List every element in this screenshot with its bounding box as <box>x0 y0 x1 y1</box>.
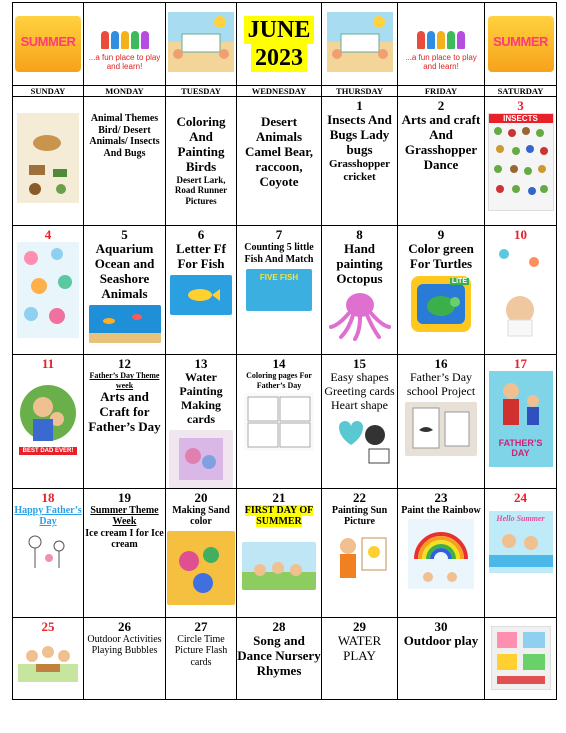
tagline: ...a fun place to play and learn! <box>405 53 477 72</box>
day-cell-23 <box>398 488 485 617</box>
day-cell-16 <box>398 355 485 488</box>
activity-text: Paint the Rainbow <box>401 504 481 516</box>
beach-picture-right <box>322 3 398 86</box>
weekday-wednesday: WEDNESDAY <box>237 86 322 97</box>
day-number: 19 <box>118 489 131 505</box>
activity-text: Letter Ff For Fish <box>176 241 226 272</box>
activity-text: Song and Dance Nursery Rhymes <box>237 632 321 678</box>
day-cell-4 <box>13 226 84 355</box>
coloring-pages-icon <box>244 393 314 451</box>
day-number: 6 <box>197 227 205 243</box>
kids-logo-left <box>84 3 166 86</box>
day-number: 15 <box>353 356 366 372</box>
activity-text: Easy shapes Greeting cards Heart shape <box>324 370 395 412</box>
june-calendar <box>12 2 557 700</box>
day-cell-11 <box>13 355 84 488</box>
poster-title: INSECTS <box>489 114 553 123</box>
day-cell-15 <box>322 355 398 488</box>
activity-text: Water Painting Making cards <box>179 370 223 426</box>
weekday-tuesday: TUESDAY <box>166 86 237 97</box>
day-number: 24 <box>514 489 527 505</box>
activity-text: Animal Themes Bird/ Desert Animals/ Insects And Bugs <box>89 113 160 159</box>
day-number: 21 <box>272 489 286 505</box>
activity-book-icon <box>491 626 551 690</box>
child-painting-icon <box>330 528 390 592</box>
card-title: FATHER’S DAY <box>498 438 543 459</box>
day-number: 3 <box>517 98 524 114</box>
month-title <box>237 3 322 86</box>
day-cell-26 <box>84 617 166 699</box>
activity-text: Father’s Day school Project <box>406 370 476 399</box>
day-cell-17 <box>485 355 557 488</box>
summer-logo-text: SUMMER <box>20 34 76 50</box>
beach-kids-icon <box>327 12 393 72</box>
summer-logo-left <box>13 3 84 86</box>
best-dad-picture <box>17 379 79 461</box>
weekday-thursday: THURSDAY <box>322 86 398 97</box>
day-cell-empty-tue <box>166 97 237 226</box>
octopus-icon <box>325 287 395 341</box>
activity-text: Insects And Bugs Lady bugs <box>327 112 392 157</box>
water-painting-icon <box>169 430 233 488</box>
weekday-saturday: SATURDAY <box>485 86 557 97</box>
day-number: 9 <box>437 227 445 243</box>
summer-kids-icon <box>242 542 316 590</box>
baby-sea-stickers-icon <box>490 242 552 338</box>
turtle-app-icon <box>411 276 471 332</box>
day-cell-empty-sat <box>485 617 557 699</box>
activity-text: Aquarium Ocean and Seashore Animals <box>94 241 155 302</box>
day-cell-18 <box>13 488 84 617</box>
aquarium-picture-icon <box>89 305 161 343</box>
fathers-day-card <box>489 371 553 467</box>
day-number: 20 <box>194 489 208 505</box>
insects-poster-icon <box>488 113 554 211</box>
day-cell-20 <box>166 488 237 617</box>
day-cell-22 <box>322 488 398 617</box>
day-cell-19 <box>84 488 166 617</box>
day-number: 30 <box>434 618 448 634</box>
day-cell-13 <box>166 355 237 488</box>
activity-subtext: Desert Lark, Road Runner Pictures <box>174 174 228 206</box>
activity-text: Coloring And Painting Birds <box>176 114 226 174</box>
day-cell-empty-sun <box>13 97 84 226</box>
activity-text: Arts and Craft for Father’s Day <box>88 388 161 434</box>
hello-summer-card <box>489 511 553 573</box>
sand-color-icon <box>167 531 235 605</box>
day-number: 26 <box>118 618 131 634</box>
activity-text: Ice cream I for Ice cream <box>85 527 164 551</box>
card-title: Hello Summer <box>496 513 545 523</box>
month-label: JUNE <box>244 16 315 44</box>
day-cell-3 <box>485 97 557 226</box>
weekday-monday: MONDAY <box>84 86 166 97</box>
activity-text: Outdoor Activities Playing Bubbles <box>87 633 162 657</box>
summer-logo-text: SUMMER <box>493 34 548 50</box>
day-number: 10 <box>514 227 527 243</box>
activity-text: Circle Time Picture Flash cards <box>174 633 228 668</box>
day-number: 11 <box>41 356 55 372</box>
first-day-of-summer-label: FIRST DAY OF SUMMER <box>244 504 314 528</box>
day-number: 13 <box>194 356 208 372</box>
day-cell-27 <box>166 617 237 699</box>
day-cell-1 <box>322 97 398 226</box>
heart-shapes-icon <box>325 413 395 465</box>
day-number: 29 <box>353 618 366 634</box>
day-cell-30 <box>398 617 485 699</box>
fathers-day-project-icon <box>405 402 477 456</box>
activity-text: Desert Animals Camel Bear, raccoon, Coyote <box>244 114 314 189</box>
activity-text: Color green For Turtles <box>408 241 474 272</box>
day-number: 18 <box>41 489 55 505</box>
day-number: 1 <box>356 98 363 114</box>
summer-logo-right <box>485 3 557 86</box>
activity-text: Making Sand color <box>172 504 230 528</box>
fish-picture-icon <box>170 275 232 315</box>
day-number: 25 <box>41 618 55 634</box>
day-cell-29 <box>322 617 398 699</box>
day-number: 8 <box>356 227 363 243</box>
day-cell-28 <box>237 617 322 699</box>
activity-text: Coloring pages For Father’s Day <box>246 371 312 390</box>
day-cell-25 <box>13 617 84 699</box>
day-cell-8 <box>322 226 398 355</box>
day-number: 28 <box>272 618 286 634</box>
five-fish-game-box <box>246 269 312 311</box>
weekday-friday: FRIDAY <box>398 86 485 97</box>
sea-animals-poster-icon <box>17 242 79 338</box>
weekday-sunday: SUNDAY <box>13 86 84 97</box>
beach-kids-icon <box>168 12 234 72</box>
desert-animals-poster-icon <box>17 113 79 203</box>
year-label: 2023 <box>251 44 307 72</box>
day-number: 16 <box>434 356 448 372</box>
day-number: 12 <box>118 356 131 372</box>
activity-text: Happy Father’s Day <box>14 504 82 528</box>
activity-text: Painting Sun Picture <box>331 504 388 528</box>
day-number: 27 <box>194 618 208 634</box>
activity-text: Outdoor play <box>403 632 479 648</box>
day-cell-5 <box>84 226 166 355</box>
day-cell-12 <box>84 355 166 488</box>
day-number: 5 <box>121 227 128 243</box>
day-cell-6 <box>166 226 237 355</box>
activity-text: WATER PLAY <box>337 632 382 663</box>
day-number: 23 <box>434 489 448 505</box>
dad-and-child-icon <box>17 379 79 449</box>
theme-title: Summer Theme Week <box>90 504 159 528</box>
activity-text: Counting 5 little Fish And Match <box>244 242 314 265</box>
day-cell-24 <box>485 488 557 617</box>
day-cell-10 <box>485 226 557 355</box>
kids-logo-right <box>398 3 485 86</box>
day-cell-2 <box>398 97 485 226</box>
day-number: 14 <box>272 356 286 372</box>
activity-text: Arts and craft And Grasshopper Dance <box>401 112 481 172</box>
day-number: 4 <box>44 227 52 243</box>
lite-badge: LITE <box>451 278 467 286</box>
picnic-kids-icon <box>18 634 78 682</box>
day-cell-14 <box>237 355 322 488</box>
theme-title: Father’s Day Theme week <box>89 371 160 390</box>
rainbow-icon <box>408 519 474 589</box>
day-cell-9 <box>398 226 485 355</box>
beach-picture-left <box>166 3 237 86</box>
day-cell-21 <box>237 488 322 617</box>
day-number: 17 <box>514 356 527 372</box>
family-sketch-icon <box>19 528 77 586</box>
day-number: 2 <box>437 98 445 114</box>
day-cell-empty-mon <box>84 97 166 226</box>
activity-text: Hand painting Octopus <box>336 241 383 287</box>
day-cell-empty-wed <box>237 97 322 226</box>
day-number: 22 <box>353 489 366 505</box>
best-dad-banner: BEST DAD EVER! <box>19 447 77 455</box>
activity-subtext: Grasshopper cricket <box>328 157 391 183</box>
day-number: 7 <box>275 227 283 243</box>
game-title: FIVE FISH <box>259 273 299 283</box>
day-cell-7 <box>237 226 322 355</box>
tagline: ...a fun place to play and learn! <box>88 53 161 72</box>
